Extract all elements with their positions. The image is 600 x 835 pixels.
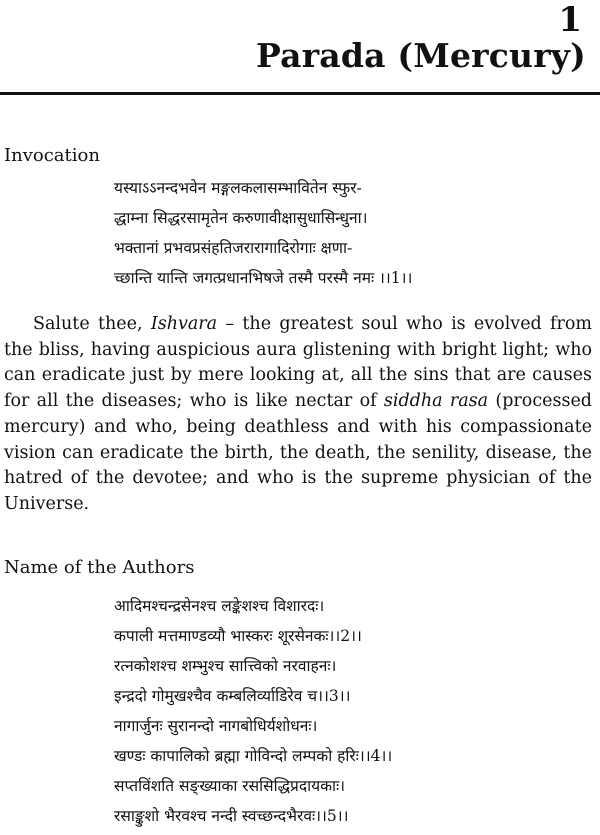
verse-line: इन्द्रदो गोमुखश्चैव कम्बलिर्व्याडिरेव च।।3।। <box>114 687 351 705</box>
verse-line: कपाली मत्तमाण्डव्यौ भास्करः शूरसेनकः।।2।। <box>114 627 362 645</box>
verse-line: आदिमश्चन्द्रसेनश्च लङ्केशश्च विशारदः। <box>114 597 325 615</box>
invocation-verse <box>114 173 570 293</box>
authors-heading: Name of the Authors <box>4 557 195 578</box>
term-ishvara: Ishvara <box>150 314 218 334</box>
authors-verse <box>114 591 570 831</box>
verse-line: च्छान्ति यान्ति जगत्प्रधानभिषजे तस्मै परस्मै नमः ।।1।। <box>114 269 413 287</box>
verse-line: नागार्जुनः सुरानन्दो नागबोधिर्यशोधनः। <box>114 717 318 735</box>
verse-line: रसाङ्कुशो भैरवश्च नन्दी स्वच्छन्दभैरवः।।5।। <box>114 807 349 825</box>
chapter-title: Parada (Mercury) <box>255 36 586 75</box>
verse-line: यस्याऽऽनन्दभवेन मङ्गलकलासम्भावितेन स्फुर- <box>114 179 362 197</box>
invocation-translation <box>4 312 592 518</box>
term-siddha-rasa: siddha rasa <box>383 391 489 412</box>
verse-line: रत्नकोशश्च शम्भुश्च सात्त्विको नरवाहनः। <box>114 657 337 675</box>
translation-text: – the greatest soul who is evolved from the bliss, having auspicious aura glistening with bright light; who can eradicate just by mere looking at, all the sins that are causes for all the diseases; who is like nectar of <box>4 314 592 412</box>
title-rule <box>0 92 600 95</box>
verse-line: भक्तानां प्रभवप्रसंहतिजरारागादिरोगाः क्षणा- <box>114 239 353 257</box>
verse-line: खण्डः कापालिको ब्रह्मा गोविन्दो लम्पको हरिः।।4।। <box>114 747 393 765</box>
verse-line: सप्तविंशति सङ्ख्याका रससिद्धिप्रदायकाः। <box>114 777 345 795</box>
translation-text: Salute thee, <box>33 314 151 334</box>
chapter-number: 1 <box>558 0 582 40</box>
translation-text: (processed mercury) and who, being deathless and with his compassionate vision can eradicate the birth, the death, the senility, disease, the hatred of the devotee; and who is the supreme physician of the Universe. <box>4 391 592 514</box>
invocation-heading: Invocation <box>4 145 100 166</box>
verse-line: द्धाम्ना सिद्धरसामृतेन करुणावीक्षासुधासिन्धुना। <box>114 209 368 227</box>
